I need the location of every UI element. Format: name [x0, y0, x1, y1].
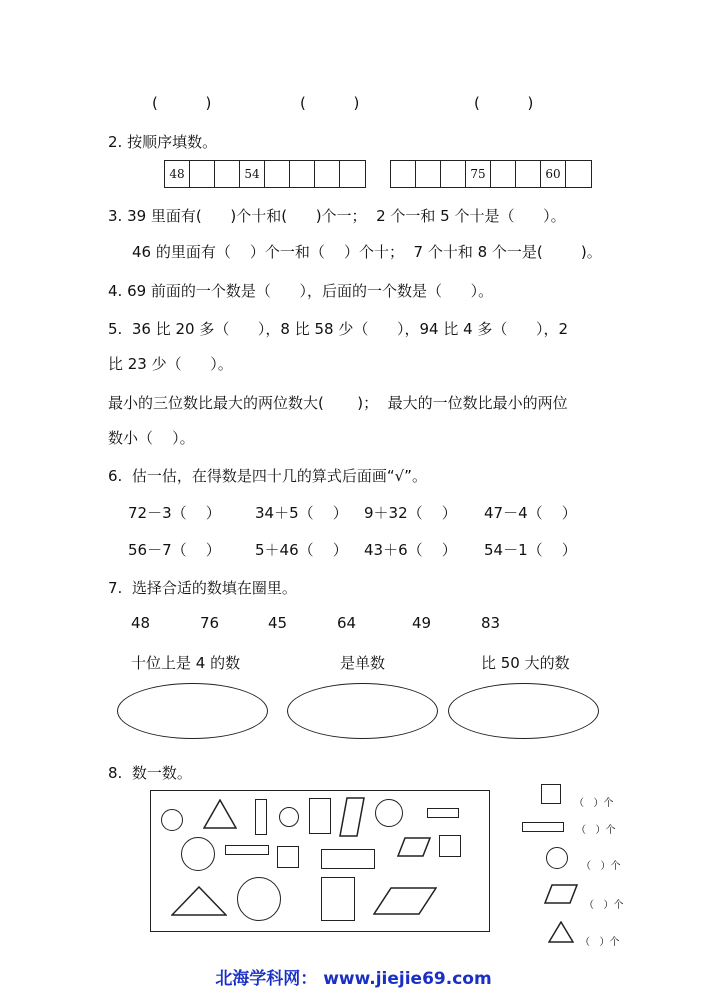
seq2-cell[interactable] — [441, 161, 466, 187]
q7-number: 76 — [200, 614, 220, 632]
answer-oval-2[interactable] — [287, 683, 438, 739]
answer-paren-3: ( ) — [474, 94, 534, 112]
seq2-cell[interactable] — [566, 161, 591, 187]
q7-label-odd: 是单数 — [340, 654, 386, 672]
seq1-cell[interactable]: 48 — [165, 161, 190, 187]
seq1-cell[interactable] — [340, 161, 365, 187]
square-shape — [277, 846, 299, 868]
q7-number: 64 — [337, 614, 357, 632]
legend-parallelogram-icon — [544, 884, 578, 904]
q2-title: 2. 按顺序填数。 — [108, 133, 218, 151]
q5-line-1: 5. 36 比 20 多（ ），8 比 58 少（ ），94 比 4 多（ ），2 — [108, 320, 569, 338]
parallelogram-shape — [373, 887, 437, 915]
parallelogram-shape — [397, 837, 431, 857]
circle-shape — [161, 809, 183, 831]
circle-shape — [181, 837, 215, 871]
q6-expr: 56－7（ ） — [128, 541, 221, 559]
circle-shape — [237, 877, 281, 921]
q6-expr: 43＋6（ ） — [364, 541, 457, 559]
legend-count: （ ）个 — [576, 825, 616, 836]
legend-rectangle-icon — [522, 822, 564, 832]
legend-count: （ ）个 — [581, 861, 621, 872]
answer-oval-3[interactable] — [448, 683, 599, 739]
seq1-cell[interactable] — [315, 161, 340, 187]
sequence-boxes-1 — [164, 160, 366, 188]
q7-title: 7. 选择合适的数填在圈里。 — [108, 579, 297, 597]
legend-circle-icon — [546, 847, 568, 869]
seq1-cell[interactable]: 54 — [240, 161, 265, 187]
seq1-cell[interactable] — [265, 161, 290, 187]
flat-rectangle-shape — [225, 845, 269, 855]
q3-line-2: 46 的里面有（ ）个一和（ ）个十； 7 个十和 8 个一是( )。 — [132, 243, 602, 261]
seq1-cell[interactable] — [190, 161, 215, 187]
answer-paren-1: ( ) — [152, 94, 212, 112]
seq2-cell[interactable] — [416, 161, 441, 187]
rectangle-shape — [321, 849, 375, 869]
q5-line-3: 最小的三位数比最大的两位数大( )； 最大的一位数比最小的两位 — [108, 394, 568, 412]
footer-website: 北海学科网： www.jiejie69.com — [215, 969, 492, 989]
q6-expr: 72－3（ ） — [128, 504, 221, 522]
parallelogram-shape — [339, 797, 365, 837]
shapes-box — [150, 790, 490, 932]
rectangle-shape — [309, 798, 331, 834]
square-shape — [439, 835, 461, 857]
circle-shape — [375, 799, 403, 827]
legend-count: （ ）个 — [574, 798, 614, 809]
q6-expr: 34＋5（ ） — [255, 504, 348, 522]
flat-rectangle-shape — [427, 808, 459, 818]
tall-rectangle-shape — [255, 799, 267, 835]
seq1-cell[interactable] — [290, 161, 315, 187]
q7-number: 83 — [481, 614, 501, 632]
q6-expr: 47－4（ ） — [484, 504, 577, 522]
legend-square-icon — [541, 784, 561, 804]
q6-expr: 9＋32（ ） — [364, 504, 457, 522]
seq2-cell[interactable] — [391, 161, 416, 187]
legend-triangle-icon — [548, 921, 574, 943]
sequence-boxes-2 — [390, 160, 592, 188]
q7-label-tens-4: 十位上是 4 的数 — [131, 654, 241, 672]
q3-line-1: 3. 39 里面有( )个十和( )个一； 2 个一和 5 个十是（ ）。 — [108, 207, 566, 225]
q8-title: 8. 数一数。 — [108, 764, 192, 782]
answer-oval-1[interactable] — [117, 683, 268, 739]
legend-count: （ ）个 — [580, 937, 620, 948]
q4-line-1: 4. 69 前面的一个数是（ ），后面的一个数是（ ）。 — [108, 282, 494, 300]
circle-shape — [279, 807, 299, 827]
q5-line-2: 比 23 少（ ）。 — [108, 355, 233, 373]
seq2-cell[interactable] — [516, 161, 541, 187]
q6-expr: 54－1（ ） — [484, 541, 577, 559]
q7-number: 48 — [131, 614, 151, 632]
legend-count: （ ）个 — [584, 900, 624, 911]
q6-title: 6. 估一估，在得数是四十几的算式后面画“√”。 — [108, 467, 427, 485]
triangle-shape — [203, 799, 237, 829]
q7-number: 49 — [412, 614, 432, 632]
triangle-shape — [171, 886, 227, 916]
q5-line-4: 数小（ ）。 — [108, 429, 195, 447]
seq1-cell[interactable] — [215, 161, 240, 187]
answer-paren-2: ( ) — [300, 94, 360, 112]
q7-label-greater-50: 比 50 大的数 — [481, 654, 570, 672]
rectangle-shape — [321, 877, 355, 921]
seq2-cell[interactable] — [491, 161, 516, 187]
seq2-cell[interactable]: 75 — [466, 161, 491, 187]
seq2-cell[interactable]: 60 — [541, 161, 566, 187]
q6-expr: 5＋46（ ） — [255, 541, 348, 559]
q7-number: 45 — [268, 614, 288, 632]
